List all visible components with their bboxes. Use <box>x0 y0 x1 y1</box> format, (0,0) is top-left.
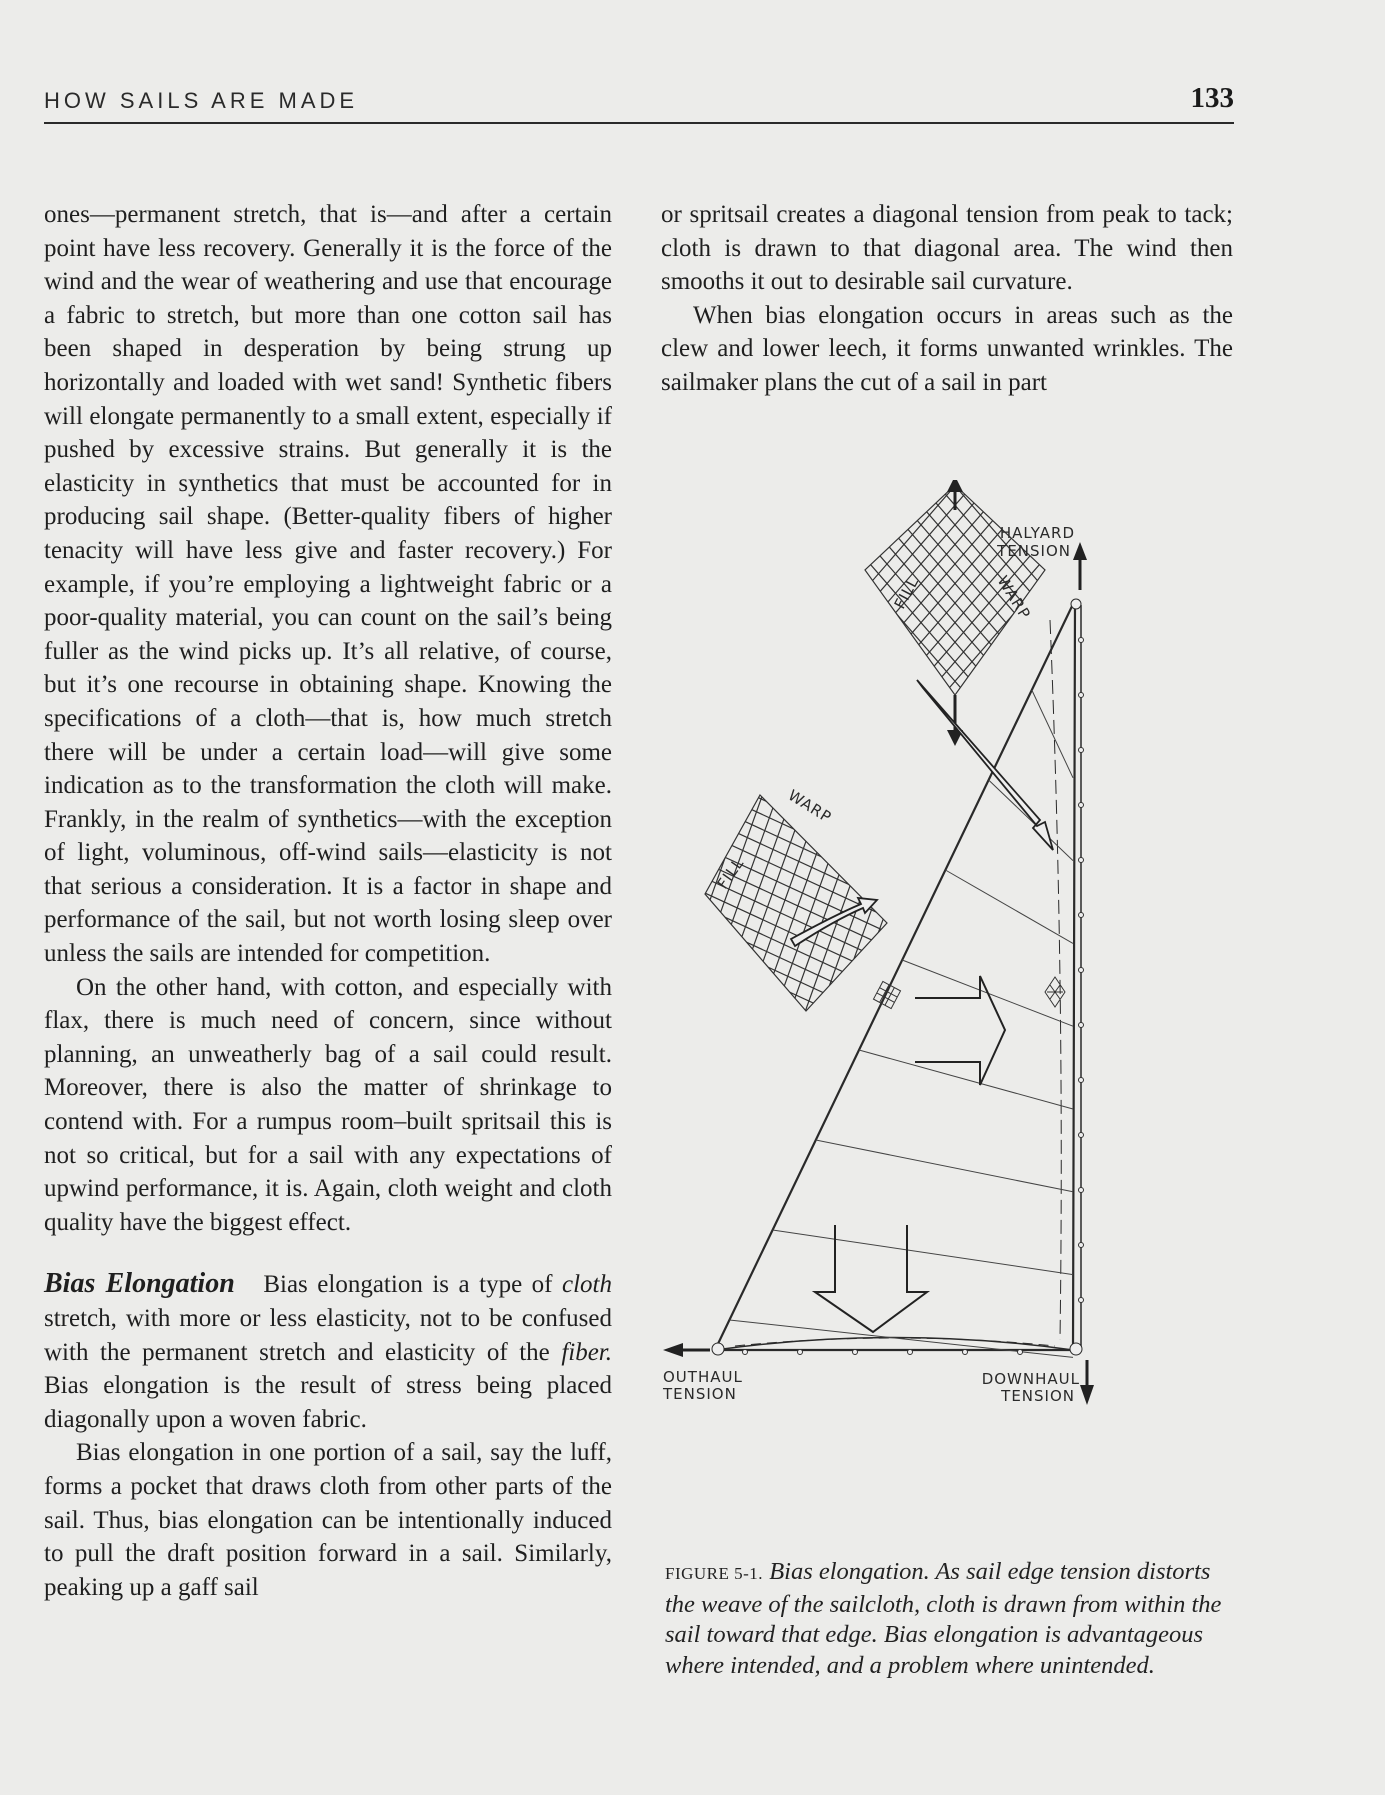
sail-seam <box>989 780 1073 861</box>
luff-hank <box>1079 748 1084 753</box>
weave-thread <box>1001 480 1201 710</box>
weave-thread <box>655 990 915 1110</box>
weave-thread <box>675 760 775 1040</box>
weave-thread <box>1069 480 1245 710</box>
foot-hank <box>908 1350 913 1355</box>
weave-thread <box>655 760 715 1040</box>
diamond-weave-sample <box>655 480 1245 710</box>
paragraph: On the other hand, with cotton, and especially with flax, there is much need of concern, since without planning, an unweatherly bag of a sail could result. Moreover, there is also the matter of shrinkage to contend with. For a rumpus room–built spritsail this is not so critical, but for a sail with any expectations of upwind performance, it is. Again, cloth weight and cloth quality have the biggest effect. <box>44 973 612 1236</box>
weave-thread <box>950 480 1150 710</box>
sail-seam <box>945 870 1073 943</box>
weave-thread <box>1015 480 1215 710</box>
weave-thread <box>998 480 1198 710</box>
figure-caption <box>665 1557 1225 1681</box>
weave-thread <box>964 480 1164 710</box>
weave-thread <box>675 480 875 710</box>
weave-thread <box>695 480 895 710</box>
weave-thread <box>661 480 861 710</box>
weave-thread <box>862 480 1062 710</box>
weave-thread <box>1032 480 1232 710</box>
sail-seam <box>1032 690 1073 778</box>
weave-thread <box>655 855 915 975</box>
luff-hank <box>1079 1133 1084 1138</box>
warp-label-top: WARP <box>993 572 1035 623</box>
weave-thread <box>655 480 841 710</box>
luff-hank <box>1079 693 1084 698</box>
sail-seam <box>816 1140 1073 1192</box>
foot-hank <box>963 1350 968 1355</box>
weave-thread <box>655 930 915 1050</box>
tension-arrow-leech <box>917 680 1053 850</box>
arrow-up-icon-head <box>947 480 963 492</box>
weave-thread <box>655 600 915 720</box>
luff-hank <box>1079 1188 1084 1193</box>
cloth-patch-luff <box>873 981 900 1008</box>
weave-thread <box>655 690 915 810</box>
weave-thread <box>930 480 1130 710</box>
outhaul-label-1: OUTHAUL <box>663 1368 743 1386</box>
halyard-label-2: TENSION <box>997 542 1071 560</box>
weave-thread <box>655 760 670 1040</box>
weave-thread <box>655 765 915 885</box>
figure-bias-elongation <box>655 480 1245 1540</box>
foot-hank <box>743 1350 748 1355</box>
weave-thread <box>655 645 915 765</box>
luff-hank <box>1079 803 1084 808</box>
weave-thread <box>780 480 980 710</box>
luff-hank <box>1079 968 1084 973</box>
weave-thread <box>655 810 915 930</box>
weave-thread <box>763 480 963 710</box>
weave-thread <box>655 675 915 795</box>
luff-hank <box>1079 638 1084 643</box>
weave-thread <box>655 975 915 1095</box>
weave-thread <box>1035 480 1235 710</box>
weave-thread <box>831 480 1031 710</box>
weave-thread <box>655 760 685 1040</box>
halyard-label-1: HALYARD <box>999 524 1075 542</box>
sail-seams <box>729 690 1073 1357</box>
weave-thread <box>794 480 994 710</box>
weave-thread <box>655 795 915 915</box>
left-column <box>44 198 612 1604</box>
warp-label-left: WARP <box>784 786 835 827</box>
weave-thread <box>655 760 745 1040</box>
weave-thread <box>933 480 1133 710</box>
figure-number: FIGURE 5-1. <box>665 1564 764 1583</box>
weave-thread <box>746 480 946 710</box>
paragraph: or spritsail creates a diagonal tension from peak to tack; cloth is drawn to that diagonal area. The wind then smooths it out to desirable sail curvature. <box>661 201 1233 296</box>
luff-hank <box>1079 913 1084 918</box>
fill-label-left: FILL <box>713 854 748 893</box>
foot-hank <box>1018 1350 1023 1355</box>
paragraph: Bias elongation in one portion of a sail, say the luff, forms a pocket that draws cloth from other parts of the sail. Thus, bias elongation can be intentionally induced to pull the draft position forward in a sail. Similarly, peaking up a gaff sail <box>44 1439 612 1601</box>
caption-text: Bias elongation. As sail edge tension distorts the weave of the sailcloth, cloth is drawn from within the sail toward that edge. Bias elongation is advantageous where intended, and a problem where unintended. <box>665 1558 1222 1679</box>
paragraph: ones—permanent stretch, that is—and after a certain point have less recovery. Generally it is the force of the wind and the wear of weathering and use that encourage a fabric to stretch, but more than one cotton sail has been shaped in desperation by being strung up horizontally and loaded with wet sand! Synthetic fibers will elongate permanently to a small extent, especially if pushed by excessive strains. But generally it is the elasticity in synthetics that must be accounted for in producing sail shape. (Better-quality fibers of higher tenacity will have less give and faster recovery.) For example, if you’re employing a lightweight fabric or a poor-quality material, you can count on the sail’s being fuller as the wind picks up. It’s all relative, of course, but it’s one recourse in obtaining shape. Knowing the specifications of a cloth—that is, how much stretch there will be under a certain load—will give some indication as to the transformation the cloth will make. Frankly, in the realm of synthetics—with the exception of light, voluminous, off-wind sails—elasticity is not that serious a consideration. It is a factor in shape and performance of the sail, but not worth losing sleep over unless the sails are intended for competition. <box>44 201 612 968</box>
weave-thread <box>655 735 915 855</box>
weave-thread <box>655 585 915 705</box>
running-head: HOW SAILS ARE MADE <box>44 88 359 113</box>
weave-thread <box>712 480 912 710</box>
foot-hank <box>798 1350 803 1355</box>
foot-hank <box>853 1350 858 1355</box>
square-weave-sample <box>655 570 985 1110</box>
weave-thread <box>777 480 977 710</box>
weave-grid <box>655 570 985 1110</box>
section-heading: Bias Elongation <box>44 1268 235 1300</box>
sail-seam <box>859 1050 1073 1109</box>
page-header <box>44 82 1234 124</box>
luff-hank <box>1079 1078 1084 1083</box>
luff-hank <box>1079 1298 1084 1303</box>
weave-thread <box>655 705 915 825</box>
weave-thread <box>655 900 915 1020</box>
weave-thread <box>655 945 915 1065</box>
cloth-patch-leech <box>1045 977 1065 1007</box>
luff-hank <box>1079 858 1084 863</box>
weave-thread <box>1018 480 1218 710</box>
weave-thread <box>896 480 1096 710</box>
weave-thread <box>655 750 915 870</box>
weave-thread <box>655 570 915 690</box>
weave-thread <box>692 480 892 710</box>
weave-thread <box>655 780 915 900</box>
luff-hank <box>1079 1023 1084 1028</box>
right-column <box>661 198 1233 400</box>
wind-arrow-down-icon <box>815 1225 927 1332</box>
outhaul-arrow-head <box>663 1343 683 1357</box>
weave-thread <box>947 480 1147 710</box>
downhaul-label-2: TENSION <box>1001 1387 1075 1405</box>
fill-label-top: FILL <box>890 573 923 612</box>
weave-thread <box>690 760 790 1040</box>
weave-thread <box>655 615 915 735</box>
weave-thread <box>655 720 915 840</box>
weave-thread <box>760 480 960 710</box>
weave-thread <box>655 960 915 1080</box>
weave-thread <box>967 480 1167 710</box>
weave-thread <box>655 760 700 1040</box>
weave-thread <box>899 480 1099 710</box>
weave-grid <box>655 480 1245 710</box>
luff-hank <box>1079 1243 1084 1248</box>
outhaul-label-2: TENSION <box>663 1385 737 1403</box>
paragraph-bias-elongation: Bias Elongation Bias elongation is a type of cloth stretch, with more or less elasticity, not to be confused with the permanent stretch and elasticity of the fiber. Bias elongation is the result of stress being placed diagonally upon a woven fabric. <box>44 1268 613 1433</box>
sail-diagram <box>655 480 1245 1540</box>
sail-seam <box>773 1230 1073 1275</box>
paragraph: When bias elongation occurs in areas such as the clew and lower leech, it forms unwanted wrinkles. The sailmaker plans the cut of a sail in part <box>661 301 1233 396</box>
weave-thread <box>828 480 1028 710</box>
weave-thread <box>658 480 858 710</box>
weave-thread <box>709 480 909 710</box>
downhaul-arrow-head <box>1080 1385 1094 1405</box>
weave-thread <box>655 630 915 750</box>
sail-outline <box>712 599 1082 1355</box>
weave-thread <box>655 660 915 780</box>
weave-thread <box>655 870 915 990</box>
downhaul-label-1: DOWNHAUL <box>981 1370 1080 1388</box>
page-number: 133 <box>1190 82 1234 114</box>
weave-thread <box>678 480 878 710</box>
weave-thread <box>655 825 915 945</box>
halyard-arrow-head <box>1073 542 1087 560</box>
weave-thread <box>1049 480 1245 710</box>
